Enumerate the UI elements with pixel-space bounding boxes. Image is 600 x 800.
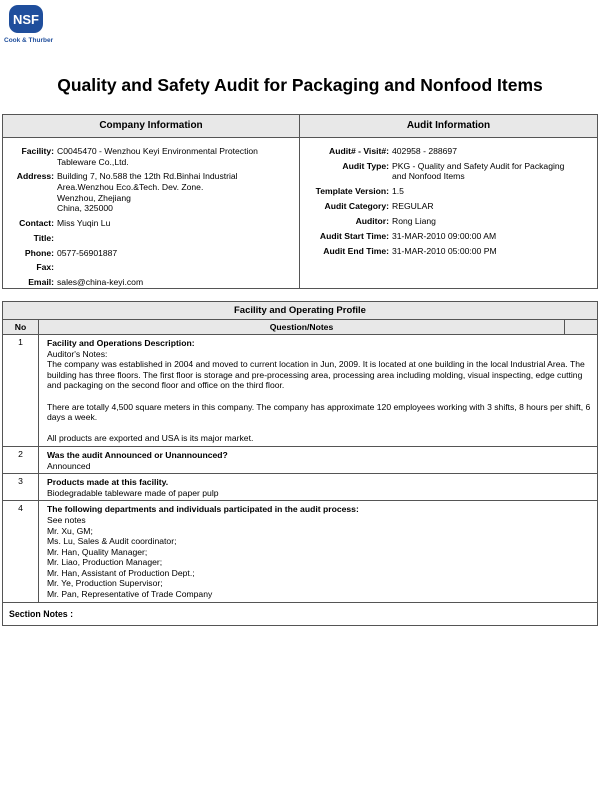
field-label: Address: (16, 171, 54, 182)
field-value (57, 262, 299, 273)
facility-profile-table (2, 301, 598, 626)
field-label: Audit Category: (324, 201, 389, 212)
field-label: Audit Type: (342, 160, 389, 171)
table-row (3, 335, 597, 447)
column-headers (3, 320, 597, 335)
row-content (39, 335, 597, 446)
row-number: 3 (3, 474, 39, 500)
page-title: Quality and Safety Audit for Packaging and Nonfood Items (57, 75, 543, 95)
field-label: Audit Start Time: (319, 231, 389, 242)
field-label: Email: (28, 277, 54, 288)
note-line: Mr. Liao, Production Manager; (47, 557, 163, 568)
field-value: 31-MAR-2010 09:00:00 AM (392, 231, 497, 242)
field-label: Template Version: (315, 186, 389, 197)
nsf-logo-icon (8, 4, 44, 34)
field-value: Miss Yuqin Lu (57, 217, 111, 228)
field-value: 31-MAR-2010 05:00:00 PM (392, 245, 497, 256)
field-label: Phone: (24, 247, 54, 258)
row-number: 2 (3, 447, 39, 473)
col-no-header: No (3, 320, 39, 334)
field-label: Auditor: (355, 216, 389, 227)
company-fields (3, 138, 299, 288)
note-line: Biodegradable tableware made of paper pulp (47, 487, 219, 498)
field-row (3, 233, 299, 244)
field-row (3, 171, 299, 213)
field-row (300, 216, 597, 227)
blank-line (47, 391, 597, 402)
field-label: Audit# - Visit#: (328, 146, 389, 156)
note-line: Mr. Han, Assistant of Production Dept.; (47, 567, 195, 578)
logo-caption: Cook & Thurber (4, 37, 54, 44)
field-value: REGULAR (392, 201, 434, 212)
audit-information-header: Audit Information (300, 115, 597, 138)
blank-line (47, 423, 597, 434)
profile-header: Facility and Operating Profile (3, 302, 597, 320)
table-row (3, 474, 597, 501)
note-line: Mr. Pan, Representative of Trade Company (47, 589, 213, 600)
field-label: Audit End Time: (323, 245, 389, 256)
question-title: Products made at this facility. (47, 477, 169, 488)
table-row (3, 447, 597, 474)
field-value: Building 7, No.588 the 12th Rd.Binhai Industrial Area.Wenzhou Eco.&Tech. Dev. Zone. Wenzhou, Zhejiang China, 325000 (57, 171, 238, 214)
question-title: Was the audit Announced or Unannounced? (47, 449, 228, 460)
field-row (300, 201, 597, 212)
question-title: Facility and Operations Description: (47, 338, 195, 348)
nsf-logo (4, 4, 60, 44)
field-value (57, 233, 299, 244)
audit-fields (300, 138, 597, 257)
note-line: All products are exported and USA is its major market. (47, 433, 254, 444)
question-title: The following departments and individuals participated in the audit process: (47, 504, 359, 515)
company-information-header: Company Information (3, 115, 299, 138)
profile-rows (3, 335, 597, 603)
note-line: Mr. Han, Quality Manager; (47, 546, 148, 557)
field-row (3, 277, 299, 288)
field-row (3, 218, 299, 229)
field-row (300, 231, 597, 242)
field-value: 0577-56901887 (57, 247, 118, 258)
row-number: 4 (3, 501, 39, 601)
field-label: Contact: (19, 217, 54, 228)
row-number: 1 (3, 335, 39, 446)
col-question-header: Question/Notes (39, 320, 565, 334)
col-extra-header (565, 320, 597, 334)
field-row (300, 186, 597, 197)
field-label: Facility: (21, 146, 54, 156)
logo-text: NSF (13, 12, 39, 27)
note-line: Mr. Xu, GM; (47, 525, 93, 536)
field-row (300, 146, 597, 157)
field-value: C0045470 - Wenzhou Keyi Environmental Protection Tableware Co.,Ltd. (57, 146, 258, 167)
note-line: There are totally 4,500 square meters in this company. The company has approximate 120 employees working with 3 shifts, 8 hours per shift, 6 days a week. (47, 401, 591, 423)
field-value: PKG - Quality and Safety Audit for Packaging and Nonfood Items (392, 160, 565, 182)
note-line: See notes (47, 514, 86, 525)
field-value: 1.5 (392, 186, 404, 197)
note-line: Auditor's Notes: (47, 348, 108, 359)
note-line: The company was established in 2004 and moved to current location in Jun, 2009. It is located at one building in the local Industrial Area. The building has three floors. The first floor is storage and pre-processing area, processing area including molding, visual inspecting, edge cutting and packaging on the second floor and office on the third floor. (47, 359, 585, 391)
field-value: sales@china-keyi.com (57, 277, 144, 288)
company-information (3, 115, 300, 288)
field-row (3, 262, 299, 273)
info-section (2, 114, 598, 289)
field-label: Fax: (36, 262, 54, 273)
note-line: Ms. Lu, Sales & Audit coordinator; (47, 536, 177, 547)
row-content (39, 447, 597, 473)
table-row (3, 501, 597, 602)
field-value: 402958 - 288697 (392, 146, 457, 156)
note-line: Announced (47, 460, 91, 471)
field-row (3, 248, 299, 259)
field-row (300, 246, 597, 257)
row-content (39, 474, 597, 500)
audit-information (300, 115, 597, 288)
field-value: Rong Liang (392, 216, 436, 227)
row-content (39, 501, 597, 601)
section-notes: Section Notes : (9, 608, 74, 619)
field-row (300, 161, 597, 182)
field-label: Title: (33, 232, 54, 243)
note-line: Mr. Ye, Production Supervisor; (47, 578, 163, 589)
field-row (3, 146, 299, 167)
